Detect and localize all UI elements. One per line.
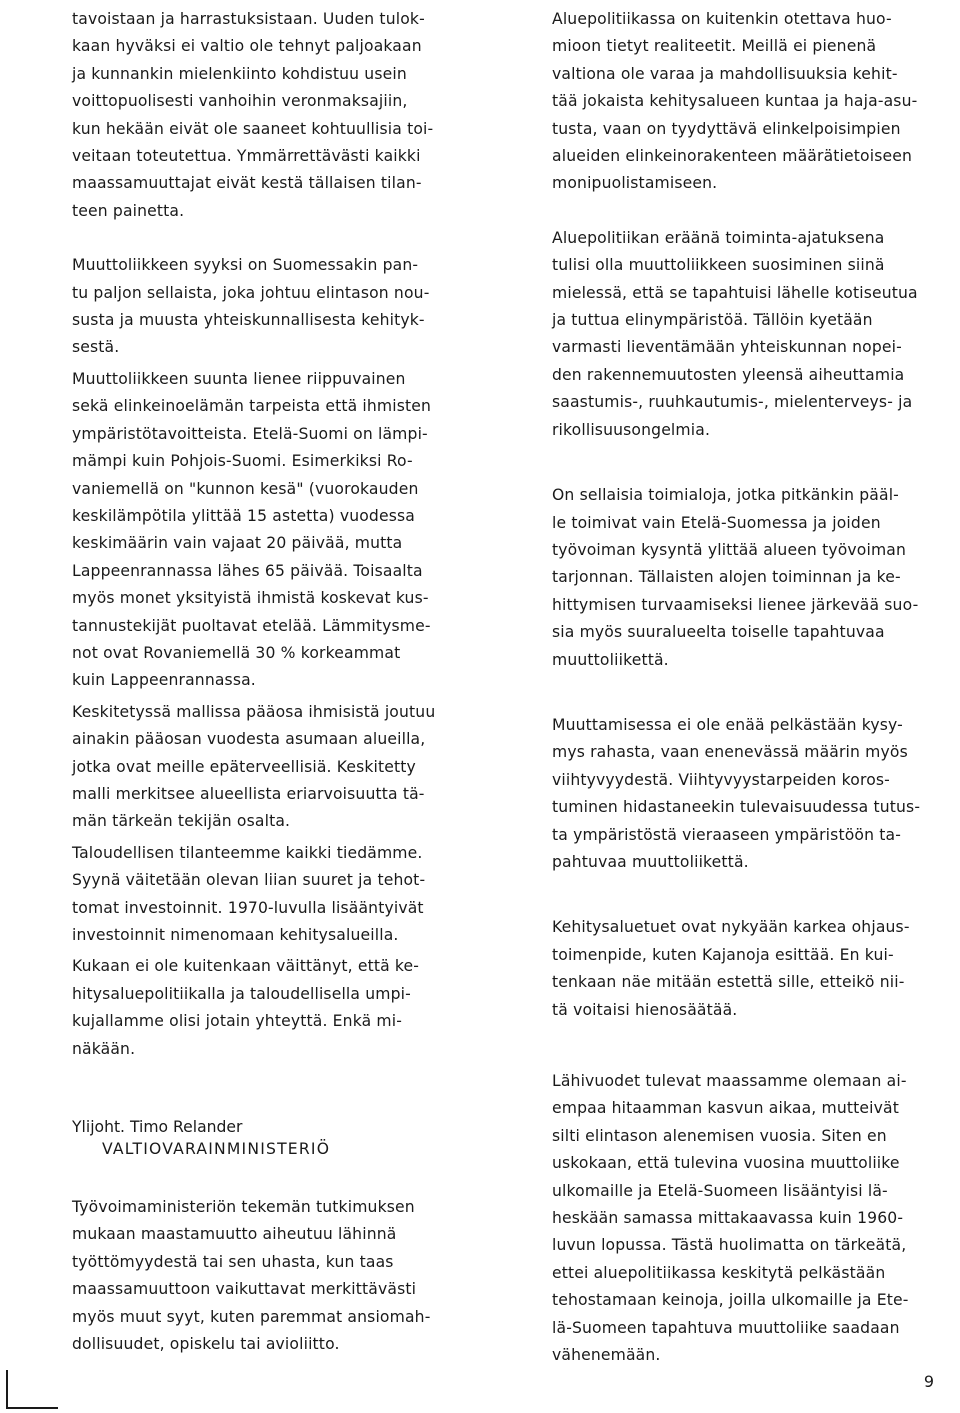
paragraph: Taloudellisen tilanteemme kaikki tiedämme. Syynä väitetään olevan liian suuret ja tehot- tomat investoinnit. 1970-luvulla lisääntyivät investoinnit nimenomaan kehitysalueilla. [72, 843, 426, 944]
paragraph: Muuttoliikkeen syyksi on Suomessakin pan- tu paljon sellaista, joka johtuu elintason nou- susta ja muusta yhteiskunnallisesta kehityk- sestä. [72, 256, 430, 357]
paragraph: tavoistaan ja harrastuksistaan. Uuden tulok- kaan hyväksi ei valtio ole tehnyt paljoakaan ja kunnankin mielenkiinto kohdistuu usein voittopuolisesti vanhoihin veronmaksajiin, kun hekään eivät ole saaneet kohtuullisia toi- veitaan toteutettua. Ymmärrettävästi kaikki maassamuuttajat eivät kestä tällaisen tilan- teen painetta. [72, 10, 434, 220]
right-column-bottom [552, 1068, 960, 1369]
left-column [72, 6, 480, 1063]
paragraph: Aluepolitiikassa on kuitenkin otettava huo- mioon tietyt realiteetit. Meillä ei pienenä valtiona ole varaa ja mahdollisuuksia kehit- tää jokaista kehitysalueen kuntaa ja haja-asu- tusta, vaan on tyydyttävä elinkelpoisimpien alueiden elinkeinorakenteen määrätietoiseen monipuolistamiseen. [552, 10, 918, 193]
signature-section [72, 1116, 480, 1358]
paragraph: Muuttamisessa ei ole enää pelkästään kysy- mys rahasta, vaan enenevässä määrin myös viihtyvyydestä. Viihtyvyystarpeiden koros- tuminen hidastaneekin tulevaisuudessa tutus- ta ympäristöstä vieraaseen ympäristöön ta- pahtuvaa muuttoliikettä. [552, 715, 921, 871]
author-organization: VALTIOVARAINMINISTERIÖ [102, 1140, 331, 1158]
right-column [552, 6, 960, 1024]
corner-crop-mark [0, 1370, 60, 1413]
paragraph: Muuttoliikkeen suunta lienee riippuvainen sekä elinkeinoelämän tarpeista että ihmisten ympäristötavoitteista. Etelä-Suomi on lämpi- mämpi kuin Pohjois-Suomi. Esimerkiksi Ro- vaniemellä on "kunnon kesä" (vuorokauden keskilämpötila ylittää 15 astetta) vuodessa keskimäärin vain vajaat 20 päivää, mutta Lappeenrannassa lähes 65 päivää. Toisaalta myös monet yksityistä ihmistä koskevat kus- tannustekijät puoltavat etelää. Lämmitysme- not ovat Rovaniemellä 30 % korkeammat kuin Lappeenrannassa. [72, 369, 432, 690]
page-number: 9 [923, 1372, 934, 1391]
paragraph: Kukaan ei ole kuitenkaan väittänyt, että ke- hitysaluepolitiikalla ja taloudellisella umpi- kujallamme olisi jotain yhteyttä. Enkä mi- näkään. [72, 957, 420, 1058]
paragraph: On sellaisia toimialoja, jotka pitkänkin pääl- le toimivat vain Etelä-Suomessa ja joiden työvoiman kysyntä ylittää alueen työvoiman tarjonnan. Tällaisten alojen toiminnan ja ke- hittymisen turvaamiseksi lienee järkevää suo- sia myös suuralueelta toiselle tapahtuvaa muuttoliikettä. [552, 486, 919, 669]
paragraph: Aluepolitiikan eräänä toiminta-ajatuksena tulisi olla muuttoliikkeen suosiminen siinä mielessä, että se tapahtuisi lähelle kotiseutua ja tuttua elinympäristöä. Tällöin kyetään varmasti lieventämään yhteiskunnan nopei- den rakennemuutosten yleensä aiheuttamia saastumis-, ruuhkautumis-, mielenterveys- ja rikollisuusongelmia. [552, 228, 918, 439]
paragraph: Lähivuodet tulevat maassamme olemaan ai- empaa hitaamman kasvun aikaa, mutteivät silti elintason alenemisen vuosia. Siten en uskokaan, että tulevina vuosina muuttoliike ulkomaille ja Etelä-Suomeen lisääntyisi lä- heskään samassa mittakaavassa kuin 1960- luvun lopussa. Tästä huolimatta on tärkeätä, ettei aluepolitiikassa keskitytä pelkästään tehostamaan keinoja, joilla ulkomaille ja Ete- lä-Suomeen tapahtuva muuttoliike saadaan vähenemään. [552, 1072, 909, 1365]
author-name: Ylijoht. Timo Relander [72, 1118, 243, 1136]
paragraph: Kehitysaluetuet ovat nykyään karkea ohjaus- toimenpide, kuten Kajanoja esittää. En kui- tenkaan näe mitään estettä sille, etteikö nii- tä voitaisi hienosäätää. [552, 918, 910, 1019]
paragraph: Työvoimaministeriön tekemän tutkimuksen mukaan maastamuutto aiheutuu lähinnä työttömyydestä tai sen uhasta, kun taas maassamuuttoon vaikuttavat merkittävästi myös muut syyt, kuten paremmat ansiomah- dollisuudet, opiskelu tai avioliitto. [72, 1198, 431, 1354]
paragraph: Keskitetyssä mallissa pääosa ihmisistä joutuu ainakin pääosan vuodesta asumaan alueilla, jotka ovat meille epäterveellisiä. Keskitetty malli merkitsee alueellista eriarvoisuutta tä- män tärkeän tekijän osalta. [72, 702, 436, 831]
